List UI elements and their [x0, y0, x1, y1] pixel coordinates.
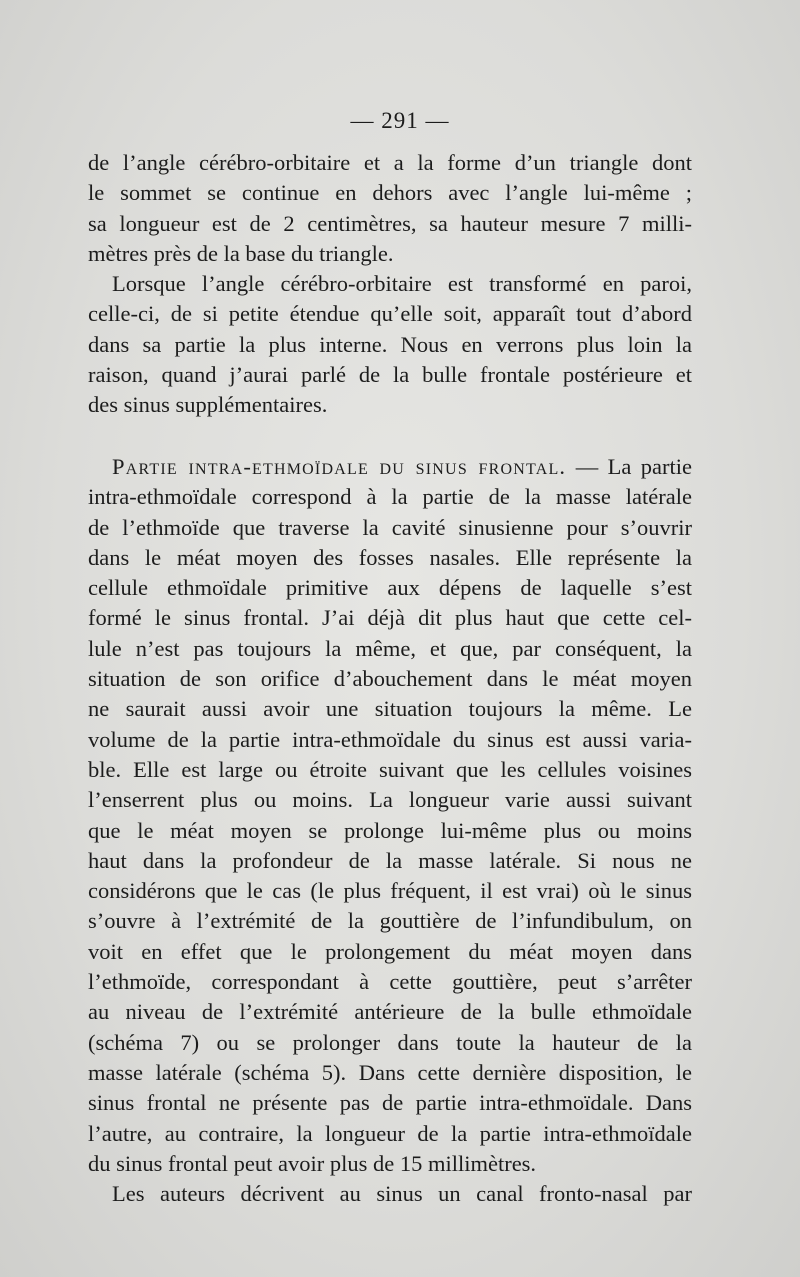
text-line: cellule ethmoïdale primitive aux dépens de laquelle s’est: [88, 575, 692, 601]
text-line: des sinus supplémentaires.: [88, 392, 328, 418]
text-line: du sinus frontal peut avoir plus de 15 millimètres.: [88, 1150, 537, 1176]
text-line: Lorsque l’angle cérébro-orbitaire est transformé en paroi,: [112, 271, 692, 297]
text-line: masse latérale (schéma 5). Dans cette dernière disposition, le: [88, 1059, 692, 1085]
text-line: lule n’est pas toujours la même, et que, par conséquent, la: [88, 635, 692, 661]
paragraph-intra-ethmoidale: [88, 452, 692, 1179]
text-line: haut dans la profondeur de la masse latérale. Si nous ne: [88, 847, 692, 873]
text-line: ne saurait aussi avoir une situation toujours la même. Le: [88, 696, 692, 722]
text-line: s’ouvre à l’extrémité de la gouttière de l’infundibulum, on: [88, 908, 692, 934]
text-block-main: [88, 452, 692, 1209]
paragraph-canal: [88, 1179, 692, 1209]
text-line: l’ethmoïde, correspondant à cette gouttière, peut s’arrêter: [88, 969, 692, 995]
text-line: l’enserrent plus ou moins. La longueur varie aussi suivant: [88, 787, 692, 813]
text-line: dans le méat moyen des fosses nasales. Elle représente la: [88, 544, 692, 570]
text-line: dans sa partie la plus interne. Nous en verrons plus loin la: [88, 331, 692, 357]
text-line: sinus frontal ne présente pas de partie intra-ethmoïdale. Dans: [88, 1090, 692, 1116]
text-line: Les auteurs décrivent au sinus un canal fronto-nasal par: [112, 1181, 692, 1207]
text-line: intra-ethmoïdale correspond à la partie de la masse latérale: [88, 484, 692, 510]
text-line: ble. Elle est large ou étroite suivant que les cellules voisines: [88, 756, 692, 782]
paragraph-continuation: [88, 148, 692, 269]
text-line: l’autre, au contraire, la longueur de la partie intra-ethmoïdale: [88, 1120, 692, 1146]
text-line: au niveau de l’extrémité antérieure de la bulle ethmoïdale: [88, 999, 692, 1025]
text-line: formé le sinus frontal. J’ai déjà dit plus haut que cette cel-: [88, 605, 692, 631]
text-line: le sommet se continue en dehors avec l’angle lui-même ;: [88, 180, 692, 206]
text-line: considérons que le cas (le plus fréquent, il est vrai) où le sinus: [88, 878, 692, 904]
text-line: mètres près de la base du triangle.: [88, 240, 394, 266]
text-line: que le méat moyen se prolonge lui-même plus ou moins: [88, 817, 692, 843]
text-line: situation de son orifice d’abouchement dans le méat moyen: [88, 666, 692, 692]
text-line: voit en effet que le prolongement du méat moyen dans: [88, 938, 692, 964]
section-heading: Partie intra-ethmoïdale du sinus frontal.: [112, 454, 567, 479]
text-line: (schéma 7) ou se prolonger dans toute la hauteur de la: [88, 1029, 692, 1055]
paragraph-angle: [88, 269, 692, 420]
text-block-top: [88, 148, 692, 421]
text-line: volume de la partie intra-ethmoïdale du sinus est aussi varia-: [88, 726, 692, 752]
text-line: raison, quand j’aurai parlé de la bulle frontale postérieure et: [88, 362, 692, 388]
text-line-with-heading: [88, 452, 692, 482]
text-line: sa longueur est de 2 centimètres, sa hauteur mesure 7 milli-: [88, 210, 692, 236]
text-line: de l’ethmoïde que traverse la cavité sinusienne pour s’ouvrir: [88, 514, 692, 540]
text-line: celle-ci, de si petite étendue qu’elle soit, apparaît tout d’abord: [88, 301, 692, 327]
page-number: — 291 —: [350, 108, 450, 133]
text-line: de l’angle cérébro-orbitaire et a la forme d’un triangle dont: [88, 150, 692, 175]
heading-continuation: — La partie: [575, 454, 693, 479]
